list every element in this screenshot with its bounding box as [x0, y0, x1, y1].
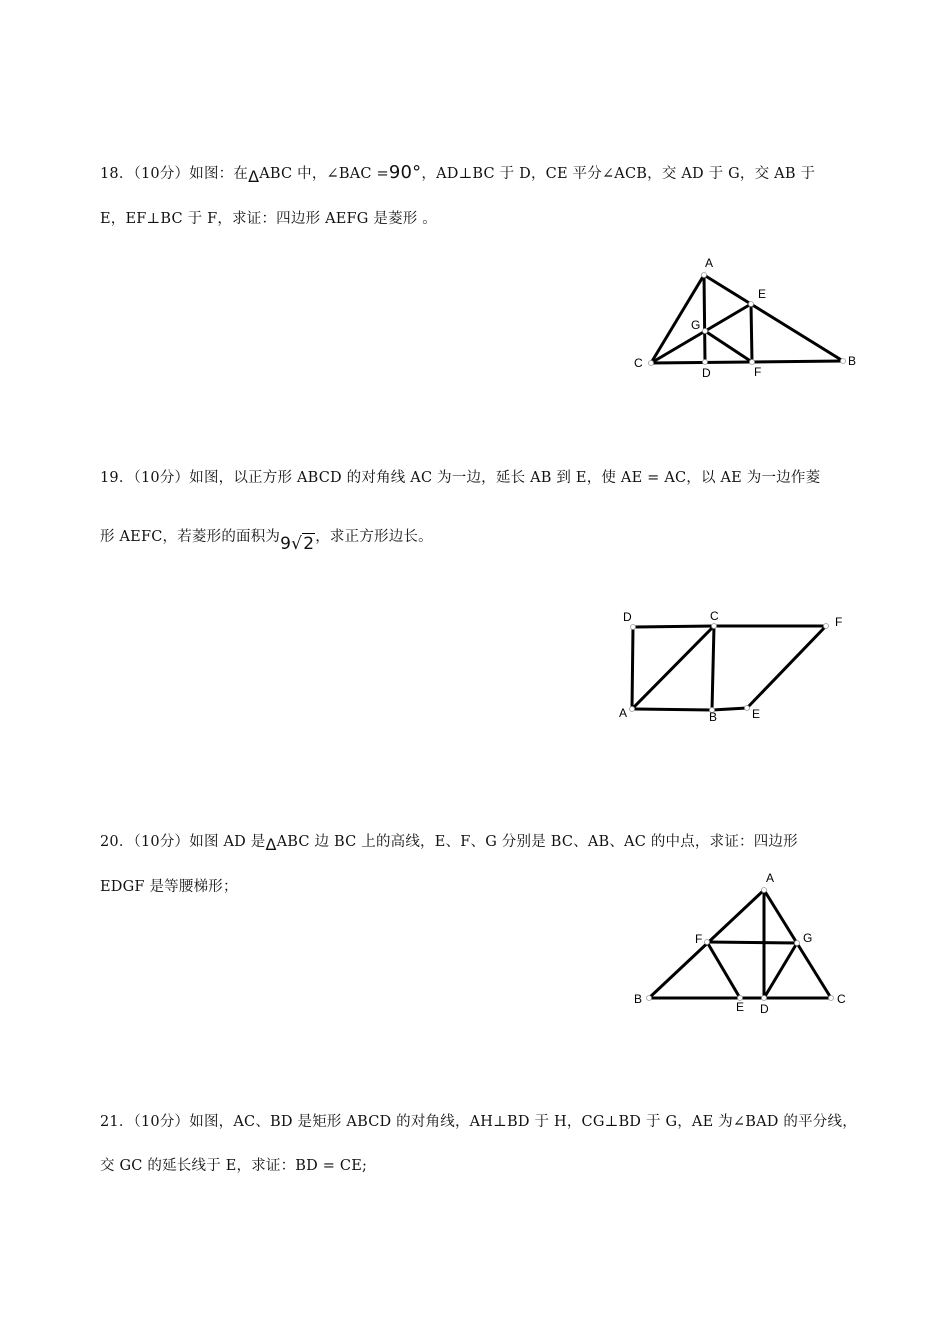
- q18-figure: [620, 250, 870, 380]
- point-D: [631, 625, 636, 630]
- point-E: [749, 302, 754, 307]
- seg-AC: [632, 626, 714, 709]
- q20-figure: [625, 868, 865, 1023]
- label-C: C: [837, 992, 846, 1006]
- seg-GD: [764, 943, 797, 998]
- label-B: B: [848, 354, 857, 368]
- label-G: G: [803, 931, 813, 945]
- point-G: [703, 329, 708, 334]
- seg-FG: [707, 942, 797, 943]
- q21-line2: 交 GC 的延长线于 E，求证：BD = CE;: [100, 1158, 368, 1174]
- q20-text-b: ABC 边 BC 上的高线，E、F、G 分别是 BC、AB、AC 的中点，求证：四边形: [276, 834, 798, 850]
- label-E: E: [752, 707, 761, 721]
- point-F: [750, 360, 755, 365]
- seg-DC: [633, 626, 714, 627]
- seg-CB: [651, 361, 843, 363]
- q18-line2: E，EF⊥BC 于 F，求证：四边形 AEFG 是菱形 。: [100, 211, 437, 227]
- point-G: [795, 941, 800, 946]
- angle-value: 90°: [388, 162, 422, 183]
- point-A: [630, 707, 635, 712]
- q20-text-a: 20．（10分）如图 AD 是: [100, 834, 266, 850]
- area-radicand: 2: [303, 534, 315, 554]
- q19-line1: 19．（10分）如图，以正方形 ABCD 的对角线 AC 为一边，延长 AB 到 E，使 AE = AC，以 AE 为一边作菱: [100, 470, 821, 486]
- label-B: B: [709, 710, 718, 724]
- q19-text-a: 形 AEFC，若菱形的面积为: [100, 529, 281, 545]
- q21-line1: 21．（10分）如图，AC、BD 是矩形 ABCD 的对角线，AH⊥BD 于 H，CG⊥BD 于 G，AE 为∠BAD 的平分线，: [100, 1114, 857, 1130]
- point-C: [829, 996, 834, 1001]
- label-D: D: [702, 366, 711, 380]
- point-B: [841, 359, 846, 364]
- q18-text-a: 18．（10分）如图：在: [100, 166, 249, 182]
- q20-line2: EDGF 是等腰梯形；: [100, 879, 238, 895]
- triangle-symbol: Δ: [265, 835, 277, 854]
- point-A: [762, 888, 767, 893]
- point-D: [703, 360, 708, 365]
- q18-text-b: ABC 中，∠BAC =: [259, 166, 389, 182]
- seg-FE: [707, 942, 740, 998]
- q20-line1: [100, 830, 798, 854]
- q18-line1: [100, 162, 816, 186]
- q19-text-b: ，求正方形边长。: [315, 529, 433, 545]
- seg-GF: [705, 331, 752, 362]
- label-A: A: [619, 706, 628, 720]
- seg-DA: [632, 627, 633, 709]
- point-F: [705, 940, 710, 945]
- point-C: [712, 624, 717, 629]
- label-D: D: [623, 610, 632, 624]
- point-D: [762, 996, 767, 1001]
- label-C: C: [634, 356, 643, 370]
- label-F: F: [695, 932, 703, 946]
- label-A: A: [705, 256, 714, 270]
- point-C: [649, 361, 654, 366]
- seg-AD: [704, 275, 705, 362]
- label-F: F: [754, 365, 762, 379]
- label-F: F: [835, 615, 843, 629]
- q19-line2: [100, 525, 433, 554]
- seg-CE: [651, 304, 751, 363]
- seg-BE: [712, 708, 747, 710]
- label-B: B: [634, 992, 643, 1006]
- label-A: A: [766, 871, 775, 885]
- label-C: C: [710, 609, 719, 623]
- seg-EF: [751, 304, 752, 362]
- point-B: [647, 996, 652, 1001]
- label-G: G: [691, 318, 701, 332]
- point-E: [745, 706, 750, 711]
- seg-FE: [747, 626, 826, 708]
- label-E: E: [758, 287, 767, 301]
- area-coef: 9: [280, 534, 292, 554]
- label-E: E: [736, 1000, 745, 1014]
- triangle-symbol: Δ: [248, 167, 260, 186]
- seg-CB: [712, 626, 714, 710]
- point-F: [824, 624, 829, 629]
- q19-figure: [610, 605, 860, 730]
- area-value: 9√2: [280, 534, 315, 554]
- seg-AB: [632, 709, 712, 710]
- point-A: [702, 273, 707, 278]
- label-D: D: [760, 1002, 769, 1016]
- q18-text-c: ，AD⊥BC 于 D，CE 平分∠ACB，交 AD 于 G，交 AB 于: [421, 166, 816, 182]
